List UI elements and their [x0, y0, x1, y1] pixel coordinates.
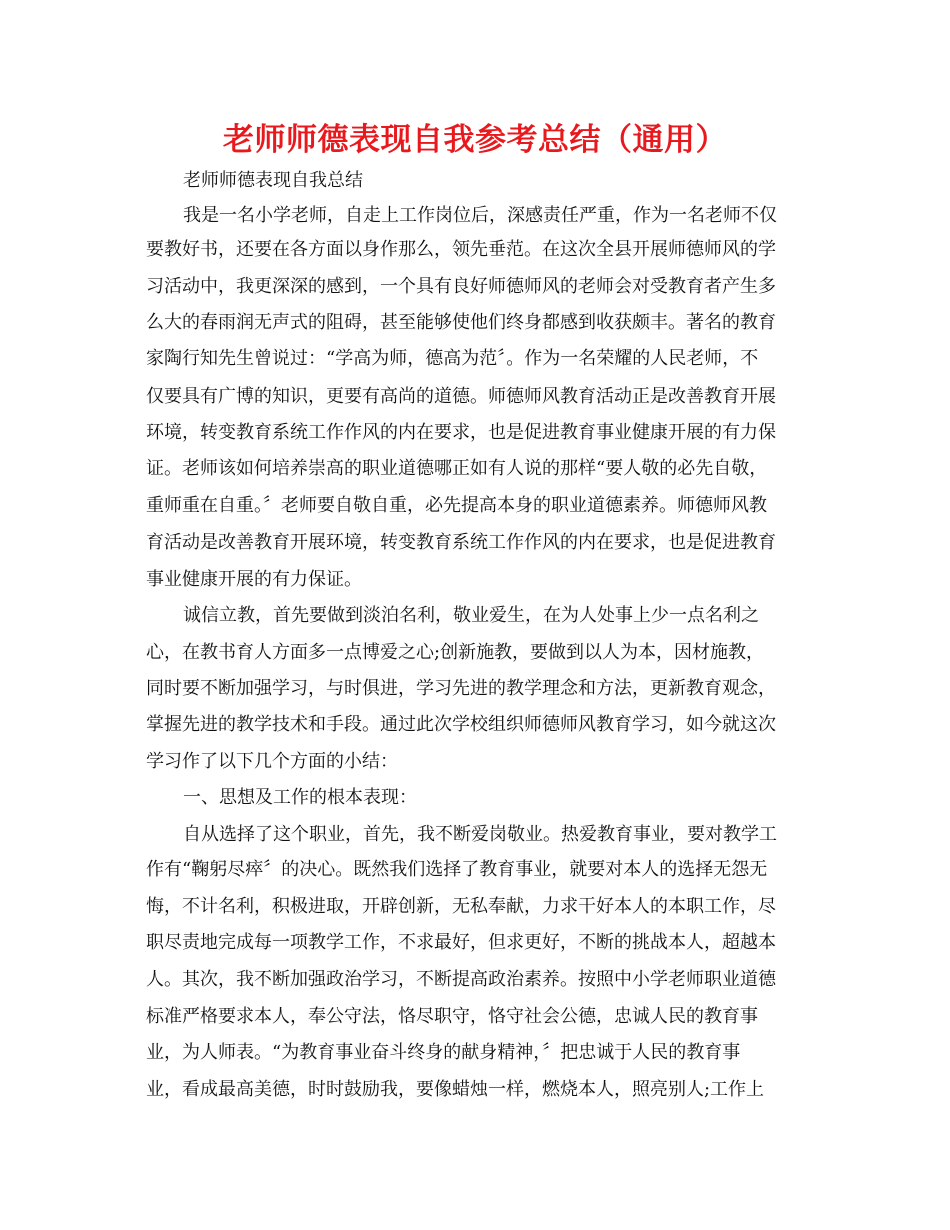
paragraph-line: 家陶行知先生曾说过：“学高为师，德高为范〞。作为一名荣耀的人民老师，不: [146, 348, 759, 369]
paragraph-line: 同时要不断加强学习，与时俱进，学习先进的教学理念和方法，更新教育观念，: [146, 678, 776, 699]
paragraph-line: 事业健康开展的有力保证。: [146, 569, 362, 590]
paragraph-line: 我是一名小学老师，自走上工作岗位后，深感责任严重，作为一名老师不仅: [183, 205, 777, 226]
subtitle-line: 老师师德表现自我总结: [183, 170, 363, 191]
paragraph-line: 业，为人师表。“为教育事业奋斗终身的献身精神，〞把忠诚于人民的教育事: [146, 1042, 741, 1063]
paragraph-line: 习活动中，我更深深的感到，一个具有良好师德师风的老师会对受教育者产生多: [146, 276, 776, 297]
paragraph-line: 标准严格要求本人，奉公守法，恪尽职守，恪守社会公德，忠诚人民的教育事: [146, 1006, 758, 1027]
paragraph-line: 掌握先进的教学技术和手段。通过此次学校组织师德师风教育学习，如今就这次: [146, 714, 776, 735]
paragraph-line: 学习作了以下几个方面的小结：: [146, 751, 398, 772]
paragraph-line: 环境，转变教育系统工作作风的内在要求，也是促进教育事业健康开展的有力保: [146, 422, 776, 443]
paragraph-line: 悔，不计名利，积极进取，开辟创新，无私奉献，力求干好本人的本职工作，尽: [146, 896, 776, 917]
paragraph-line: 育活动是改善教育开展环境，转变教育系统工作作风的内在要求，也是促进教育: [146, 532, 776, 553]
paragraph-line: 么大的春雨润无声式的阻碍，甚至能够使他们终身都感到收获颇丰。著名的教育: [146, 312, 776, 333]
section-heading: 一、思想及工作的根本表现：: [183, 787, 417, 808]
paragraph-line: 要教好书，还要在各方面以身作那么，领先垂范。在这次全县开展师德师风的学: [146, 239, 776, 260]
paragraph-line: 人。其次，我不断加强政治学习，不断提高政治素养。按照中小学老师职业道德: [146, 969, 776, 990]
paragraph-line: 自从选择了这个职业，首先，我不断爱岗敬业。热爱教育事业，要对教学工: [183, 824, 777, 845]
paragraph-line: 心，在教书育人方面多一点博爱之心;创新施教，要做到以人为本，因材施教，: [146, 642, 765, 663]
paragraph-line: 业，看成最高美德，时时鼓励我，要像蜡烛一样，燃烧本人，照亮别人;工作上: [146, 1079, 765, 1100]
paragraph-line: 证。老师该如何培养崇高的职业道德哪正如有人说的那样“要人敬的必先自敬，: [146, 458, 768, 479]
paragraph-line: 诚信立教，首先要做到淡泊名利，敬业爱生，在为人处事上少一点名利之: [183, 605, 759, 626]
document-title: 老师师德表现自我参考总结（通用）: [223, 122, 727, 158]
paragraph-line: 重师重在自重。〞老师要自敬自重，必先提高本身的职业道德素养。师德师风教: [146, 495, 767, 516]
paragraph-line: 职尽责地完成每一项教学工作，不求最好，但求更好，不断的挑战本人，超越本: [146, 932, 776, 953]
paragraph-line: 仅要具有广博的知识，更要有高尚的道德。师德师风教育活动正是改善教育开展: [146, 386, 776, 407]
paragraph-line: 作有“鞠躬尽瘁〞的决心。既然我们选择了教育事业，就要对本人的选择无怨无: [146, 859, 768, 880]
